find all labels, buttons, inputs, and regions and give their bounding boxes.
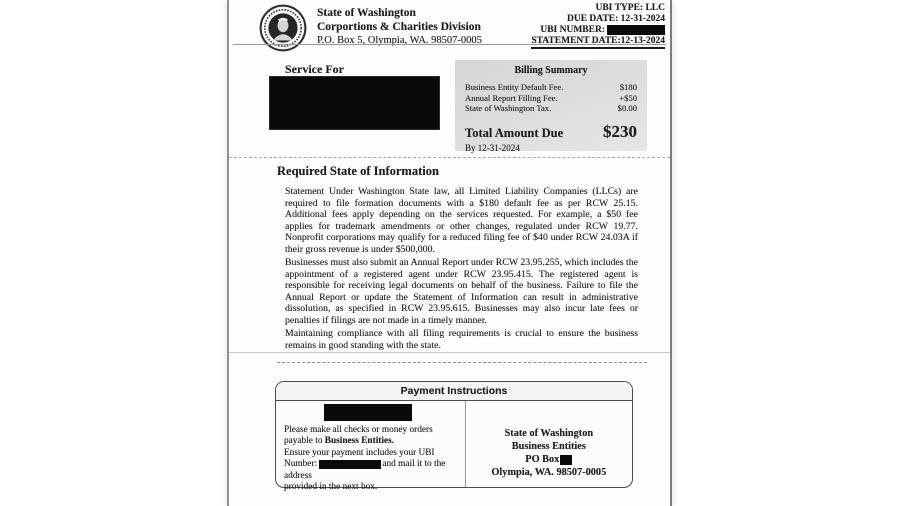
payment-line-5: provided in the next box. — [284, 482, 378, 493]
agency-block — [317, 7, 482, 48]
info-paragraph-1: Statement Under Washington State law, all Limited Liability Companies (LLCs) are required to file formation documents with a $180 default fee as per RCW 25.15. Additional fees apply depending on the services requested. For example, a $50 fee applies for trademark amendments or other changes, regulated under RCW 19.77. Nonprofit corporations may qualify for a reduced filing fee of $40 under RCW 24.03A if their gross revenue is under $500,000. — [285, 186, 638, 255]
remit-address-line-4: Olympia, WA. 98507-0005 — [491, 467, 607, 478]
po-box-label: PO Box — [525, 454, 560, 465]
remit-address-block — [465, 401, 632, 487]
division-name: Corportions & Charities Division — [317, 20, 481, 33]
total-amount-row — [465, 122, 637, 142]
ubi-number-label: UBI NUMBER: — [540, 24, 605, 35]
info-section-heading: Required State of Information — [277, 164, 439, 178]
section-divider-top — [229, 157, 670, 158]
fee-value: $0.00 — [617, 103, 637, 113]
total-amount-label: Total Amount Due — [465, 125, 564, 140]
remit-address-line-3 — [466, 453, 632, 466]
document-sheet — [227, 0, 672, 506]
payment-line-2-text: payable to — [284, 436, 325, 447]
header-meta-block — [531, 3, 665, 49]
info-paragraph-2: Businesses must also submit an Annual Report under RCW 23.95.255, which includes the appointment of a registered agent under RCW 23.95.415. The registered agent is responsible for receiving legal documents on behalf of the business. Failure to file the Annual Report or update the Statement of Information can result in administrative dissolution, as specified in RCW 23.95.615. Businesses may also incur late fees or penalties if filings are not made in a timely manner. — [285, 257, 638, 326]
fee-row-annual-report — [465, 93, 637, 104]
payment-line-3: Ensure your payment includes your UBI — [284, 447, 435, 458]
redacted-po-box-number — [560, 455, 572, 465]
payment-line-2 — [284, 436, 459, 447]
section-divider-dashed — [277, 362, 647, 363]
ubi-type-line: UBI TYPE: LLC — [595, 3, 665, 13]
ubi-number-line — [531, 25, 665, 36]
payment-instructions-box — [275, 381, 633, 493]
fee-label: Annual Report Filling Fee. — [465, 92, 558, 103]
payment-line-4 — [284, 459, 459, 482]
billing-summary-box — [455, 60, 647, 151]
total-amount-value: $230 — [603, 121, 637, 141]
service-for-label: Service For — [285, 62, 344, 79]
fee-label: Business Entity Default Fee. — [465, 82, 564, 92]
billing-summary-title: Billing Summary — [514, 65, 588, 76]
payment-left-column — [276, 401, 465, 493]
payment-line-4-label: Number: — [284, 459, 320, 470]
statement-date-line: STATEMENT DATE:12-13-2024 — [531, 35, 665, 46]
payment-instructions-title: Payment Instructions — [276, 382, 632, 401]
agency-name: State of Washington — [317, 7, 416, 19]
redacted-payee-block — [324, 404, 412, 421]
payment-instructions-body — [276, 401, 632, 493]
remit-address-line-1: State of Washington — [504, 428, 594, 439]
fee-label: State of Washington Tax. — [465, 103, 552, 113]
payment-payable-to: Business Entities. — [324, 436, 395, 447]
redacted-ubi-number-inline — [319, 460, 381, 469]
redacted-service-address — [269, 76, 440, 130]
fee-row-default — [465, 82, 637, 93]
payment-line-4-text: and mail it to the address — [284, 459, 446, 481]
agency-address: P.O. Box 5, Olympia, WA. 98507-0005 — [317, 35, 482, 46]
payment-line-1: Please make all checks or money orders — [284, 425, 433, 435]
info-paragraph-3: Maintaining compliance with all filing requirements is crucial to ensure the business remains in good standing with the state. — [285, 328, 638, 351]
remit-address-line-2: Business Entities — [511, 441, 586, 452]
due-date-line: DUE DATE: 12-31-2024 — [567, 13, 665, 24]
payment-instructions-text — [284, 425, 459, 493]
fee-value: $180 — [619, 82, 637, 92]
redacted-ubi-number — [607, 25, 665, 35]
total-due-by-date: By 12-31-2024 — [465, 142, 520, 153]
header-divider — [233, 44, 666, 45]
fee-row-tax — [465, 103, 637, 114]
fee-value: +$50 — [619, 92, 637, 103]
section-divider-thin — [229, 352, 670, 353]
